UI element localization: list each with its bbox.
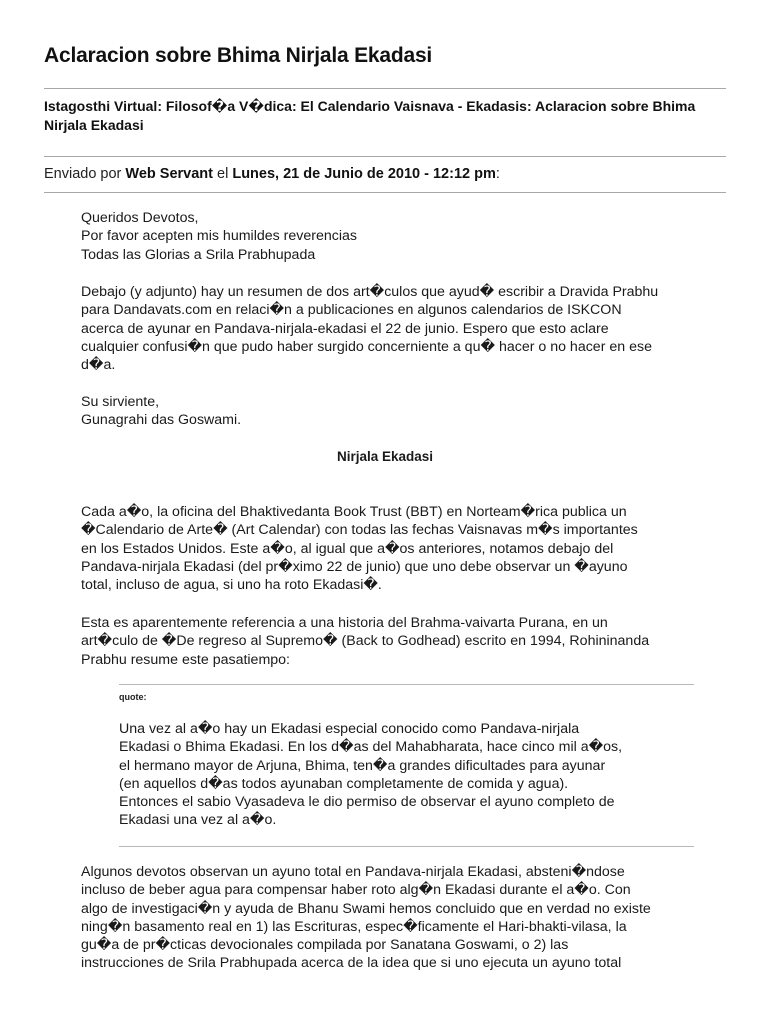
intro-paragraph bbox=[81, 283, 701, 374]
section-title: Nirjala Ekadasi bbox=[336, 449, 434, 464]
text-line: para Dandavats.com en relaci�n a publicaciones en algunos calendarios de ISKCON bbox=[81, 302, 622, 319]
text-line: Todas las Glorias a Srila Prabhupada bbox=[81, 246, 316, 263]
divider bbox=[44, 156, 726, 157]
quote-line: Entonces el sabio Vyasadeva le dio permiso de observar el ayuno completo de bbox=[119, 794, 615, 811]
text-line: art�culo de �De regreso al Supremo� (Back to Godhead) escrito en 1994, Rohininanda bbox=[81, 633, 650, 650]
breadcrumb-line: Nirjala Ekadasi bbox=[44, 117, 144, 133]
greeting bbox=[81, 209, 701, 264]
breadcrumb-line: Istagosthi Virtual: Filosof�a V�dica: El Calendario Vaisnava - Ekadasis: Aclaracion sobre Bhima bbox=[44, 98, 696, 114]
quote-line: (en aquellos d�as todos ayunaban completamente de comida y agua). bbox=[119, 775, 569, 792]
text-line: Por favor acepten mis humildes reverencias bbox=[81, 228, 357, 245]
quote-line: Una vez al a�o hay un Ekadasi especial conocido como Pandava-nirjala bbox=[119, 721, 580, 737]
divider bbox=[44, 192, 726, 193]
text-line: instrucciones de Srila Prabhupada acerca de la idea que si uno ejecuta un ayuno total bbox=[81, 955, 622, 972]
quote-divider-top bbox=[119, 684, 694, 685]
text-line: Gunagrahi das Goswami. bbox=[81, 412, 242, 429]
quote-line: Ekadasi o Bhima Ekadasi. En los d�as del Mahabharata, hace cinco mil a�os, bbox=[119, 739, 623, 756]
text-line: acerca de ayunar en Pandava-nirjala-ekadasi el 22 de junio. Espero que esto aclare bbox=[81, 320, 609, 337]
text-line: en los Estados Unidos. Este a�o, al igual que a�os anteriores, notamos debajo del bbox=[81, 540, 614, 557]
text-line: total, incluso de agua, si uno ha roto Ekadasi�. bbox=[81, 577, 382, 594]
divider bbox=[44, 88, 726, 89]
quote-line: Ekadasi una vez al a�o. bbox=[119, 812, 277, 829]
post-author: Web Servant bbox=[125, 166, 213, 182]
text-line: Su sirviente, bbox=[81, 394, 160, 410]
paragraph-2 bbox=[81, 614, 701, 669]
breadcrumb bbox=[44, 97, 726, 135]
signoff bbox=[81, 393, 701, 430]
text-line: Queridos Devotos, bbox=[81, 210, 199, 226]
meta-prefix: Enviado por bbox=[44, 166, 126, 182]
text-line: d�a. bbox=[81, 357, 116, 374]
text-line: �Calendario de Arte� (Art Calendar) con todas las fechas Vaisnavas m�s importantes bbox=[81, 522, 638, 539]
text-line: Prabhu resume este pasatiempo: bbox=[81, 651, 290, 668]
quote-divider-bottom bbox=[119, 846, 694, 847]
text-line: Algunos devotos observan un ayuno total en Pandava-nirjala Ekadasi, absteni�ndose bbox=[81, 864, 625, 880]
page-title: Aclaracion sobre Bhima Nirjala Ekadasi bbox=[44, 44, 433, 67]
text-line: Pandava-nirjala Ekadasi (del pr�ximo 22 de junio) que uno debe observar un �ayuno bbox=[81, 558, 628, 575]
meta-suffix: : bbox=[495, 166, 500, 182]
text-line: algo de investigaci�n y ayuda de Bhanu Swami hemos concluido que en verdad no existe bbox=[81, 900, 651, 917]
meta-middle: el bbox=[213, 166, 233, 182]
text-line: cualquier confusi�n que pudo haber surgido concerniente a qu� hacer o no hacer en ese bbox=[81, 338, 652, 355]
quote-label: quote: bbox=[119, 692, 147, 702]
text-line: Esta es aparentemente referencia a una historia del Brahma-vaivarta Purana, en un bbox=[81, 615, 608, 631]
text-line: Debajo (y adjunto) hay un resumen de dos art�culos que ayud� escribir a Dravida Prabhu bbox=[81, 284, 659, 300]
paragraph-1 bbox=[81, 503, 701, 594]
quote-line: el hermano mayor de Arjuna, Bhima, ten�a grandes dificultades para ayunar bbox=[119, 757, 606, 774]
paragraph-3 bbox=[81, 863, 701, 973]
post-date: Lunes, 21 de Junio de 2010 - 12:12 pm bbox=[232, 166, 496, 182]
text-line: incluso de beber agua para compensar haber roto alg�n Ekadasi durante el a�o. Con bbox=[81, 882, 631, 899]
text-line: gu�a de pr�cticas devocionales compilada por Sanatana Goswami, o 2) las bbox=[81, 937, 569, 954]
post-meta bbox=[44, 166, 500, 182]
text-line: ning�n basamento real en 1) las Escrituras, espec�ficamente el Hari-bhakti-vilasa, la bbox=[81, 918, 627, 935]
text-line: Cada a�o, la oficina del Bhaktivedanta Book Trust (BBT) en Norteam�rica publica un bbox=[81, 504, 627, 520]
quote-body bbox=[119, 720, 699, 830]
